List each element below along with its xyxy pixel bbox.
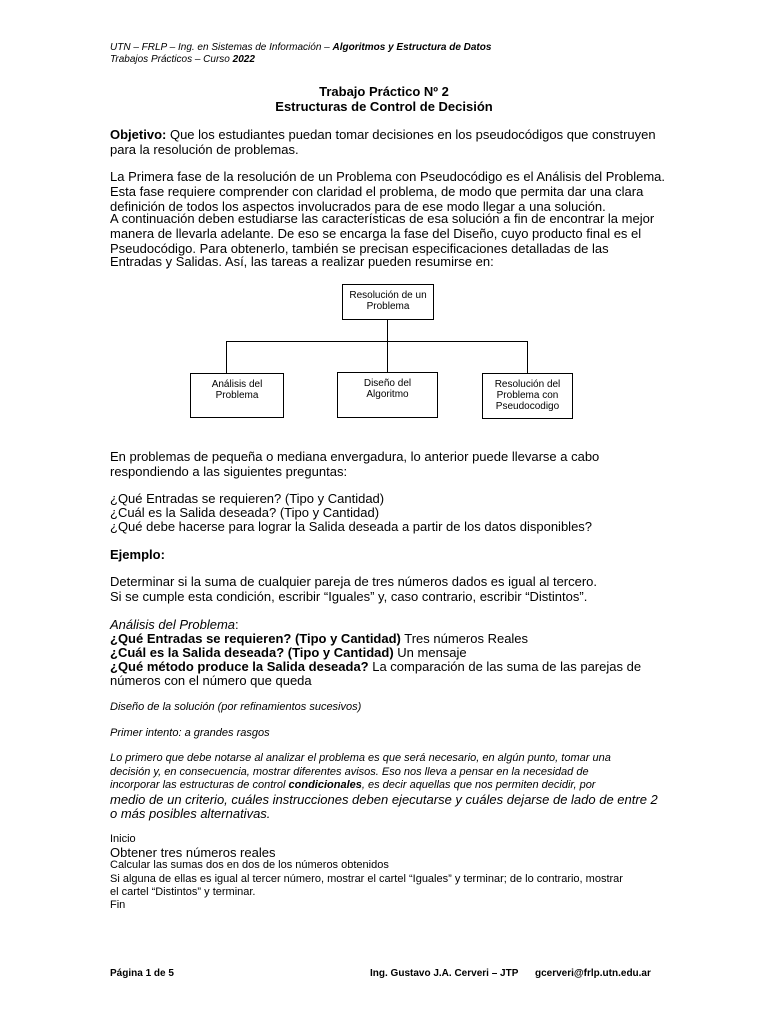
header-line-1: [110, 42, 491, 54]
header-year: 2022: [232, 54, 255, 65]
footer-author: Ing. Gustavo J.A. Cerveri – JTP: [370, 968, 519, 979]
objective-line-1: [110, 127, 656, 142]
text-line: respondiendo a las siguientes preguntas:: [110, 464, 348, 479]
algorithm-line: Fin: [110, 899, 126, 911]
diagram-connector: [527, 341, 528, 373]
design-paragraph-line: o más posibles alternativas.: [110, 806, 271, 821]
design-first-attempt: Primer intento: a grandes rasgos: [110, 727, 270, 739]
example-line: Determinar si la suma de cualquier pareja de tres números dados es igual al tercero.: [110, 574, 598, 589]
header-tp: Trabajos Prácticos – Curso: [110, 54, 233, 65]
header-course: Algoritmos y Estructura de Datos: [332, 42, 492, 53]
objective-text: Que los estudiantes puedan tomar decisiones en los pseudocódigos que construyen: [166, 127, 656, 142]
analysis-q1: ¿Qué Entradas se requieren? (Tipo y Cantidad) Tres números Reales: [110, 631, 529, 646]
diagram-connector: [226, 341, 528, 342]
algorithm-line: Calcular las sumas dos en dos de los números obtenidos: [110, 859, 389, 871]
algorithm-line: el cartel “Distintos” y terminar.: [110, 886, 256, 898]
analysis-q2: ¿Cuál es la Salida deseada? (Tipo y Cantidad) Un mensaje: [110, 645, 467, 660]
intro-line: A continuación deben estudiarse las características de esa solución a fin de encontrar la mejor: [110, 211, 655, 226]
intro-line: definición de todos los aspectos involucrados para de ese modo llegar a una solución.: [110, 199, 606, 214]
page-number: Página 1 de 5: [110, 968, 174, 979]
analysis-q3: ¿Qué método produce la Salida deseada? La comparación de las suma de las parejas de: [110, 659, 642, 674]
text-line: En problemas de pequeña o mediana envergadura, lo anterior puede llevarse a cabo: [110, 449, 600, 464]
intro-line: Pseudocódigo. Para obtenerlo, también se precisan especificaciones detalladas de las: [110, 241, 609, 256]
header-institution: UTN – FRLP – Ing. en Sistemas de Información –: [110, 42, 333, 53]
question-line: ¿Qué Entradas se requieren? (Tipo y Cantidad): [110, 491, 385, 506]
intro-line: Esta fase requiere comprender con claridad el problema, de modo que permita dar una clara: [110, 184, 644, 199]
question-line: ¿Qué debe hacerse para lograr la Salida deseada a partir de los datos disponibles?: [110, 519, 593, 534]
intro-line: manera de llevarla adelante. De eso se encarga la fase del Diseño, cuyo producto final es el: [110, 226, 642, 241]
objective-label: Objetivo:: [110, 127, 167, 142]
question-line: ¿Cuál es la Salida deseada? (Tipo y Cantidad): [110, 505, 380, 520]
analysis-q3-cont: números con el número que queda: [110, 673, 312, 688]
diagram-connector: [387, 341, 388, 372]
diagram-connector: [226, 341, 227, 373]
algorithm-line: Inicio: [110, 833, 136, 845]
design-heading: Diseño de la solución (por refinamientos sucesivos): [110, 701, 362, 713]
algorithm-line: Si alguna de ellas es igual al tercer número, mostrar el cartel “Iguales” y terminar; de lo contrario, mostrar: [110, 873, 623, 885]
design-paragraph-line: Lo primero que debe notarse al analizar el problema es que será necesario, en algún punto, tomar una: [110, 752, 611, 764]
page-subtitle: Estructuras de Control de Decisión: [275, 99, 493, 114]
intro-line: La Primera fase de la resolución de un Problema con Pseudocódigo es el Análisis del Problema.: [110, 169, 665, 184]
design-paragraph-line: decisión y, en consecuencia, mostrar diferentes avisos. Eso nos lleva a pensar en la necesidad de: [110, 766, 589, 778]
footer-email: gcerveri@frlp.utn.edu.ar: [535, 968, 651, 979]
design-paragraph-line: incorporar las estructuras de control condicionales, es decir aquellas que nos permiten decidir, por: [110, 779, 596, 791]
design-paragraph-line: medio de un criterio, cuáles instrucciones deben ejecutarse y cuáles dejarse de lado de entre 2: [110, 792, 658, 807]
algorithm-line: Obtener tres números reales: [110, 845, 276, 860]
analysis-heading: Análisis del Problema:: [110, 617, 239, 632]
example-line: Si se cumple esta condición, escribir “Iguales” y, caso contrario, escribir “Distintos”.: [110, 589, 588, 604]
diagram-connector: [387, 320, 388, 341]
diagram-analysis-box: Análisis del Problema: [190, 373, 284, 418]
page-title: Trabajo Práctico Nº 2: [319, 84, 449, 99]
diagram-design-box: Diseño del Algoritmo: [337, 372, 438, 418]
example-label: Ejemplo:: [110, 547, 165, 562]
intro-line: Entradas y Salidas. Así, las tareas a realizar pueden resumirse en:: [110, 254, 494, 269]
objective-line-2: para la resolución de problemas.: [110, 142, 299, 157]
diagram-pseudocode-box: Resolución del Problema con Pseudocodigo: [482, 373, 573, 419]
header-line-2: [110, 54, 255, 66]
diagram-root-box: Resolución de un Problema: [342, 284, 434, 320]
